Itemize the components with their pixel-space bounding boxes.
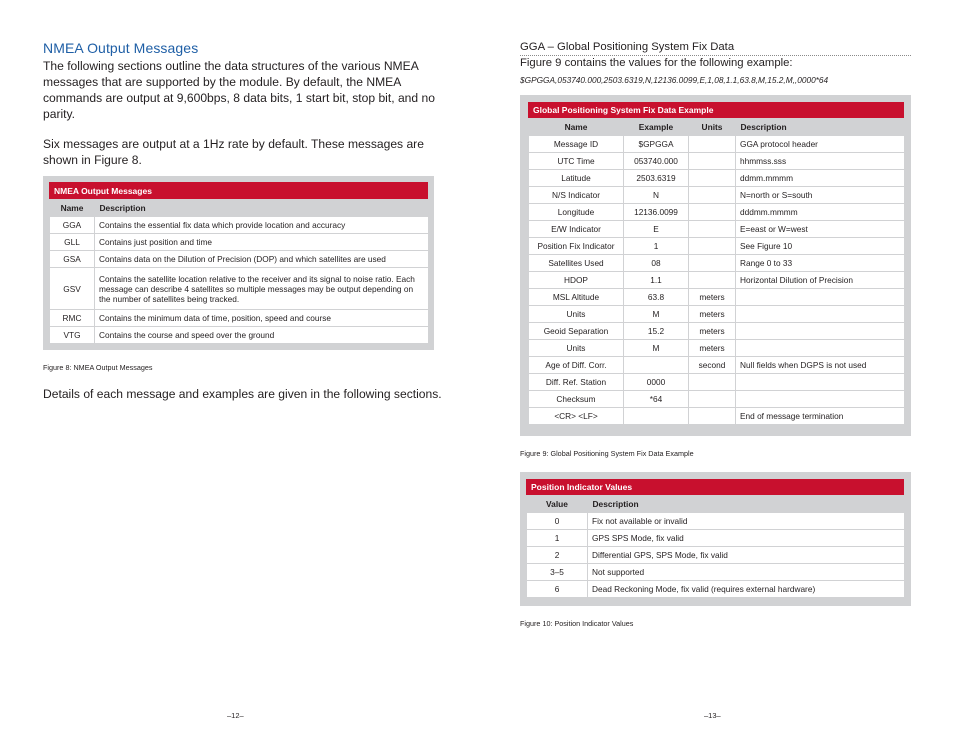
- table-cell: ddmm.mmmm: [736, 170, 905, 187]
- gga-intro: Figure 9 contains the values for the following example:: [520, 57, 793, 69]
- table-cell: N/S Indicator: [529, 187, 624, 204]
- column-header: Value: [527, 495, 588, 513]
- table-cell: [736, 323, 905, 340]
- table-row: [527, 581, 905, 598]
- table-row: [529, 306, 905, 323]
- table-cell: Not supported: [588, 564, 905, 581]
- table-cell: 0000: [624, 374, 689, 391]
- table-row: [50, 310, 429, 327]
- table-cell: Dead Reckoning Mode, fix valid (requires external hardware): [588, 581, 905, 598]
- table-cell: Units: [529, 306, 624, 323]
- table-cell: M: [624, 340, 689, 357]
- table-cell: [736, 289, 905, 306]
- nmea-table-grid: [49, 199, 429, 344]
- table-cell: 08: [624, 255, 689, 272]
- table-cell: UTC Time: [529, 153, 624, 170]
- table-cell: meters: [689, 306, 736, 323]
- table-row: [50, 234, 429, 251]
- table-title: Global Positioning System Fix Data Example: [528, 102, 904, 118]
- table-cell: [624, 408, 689, 425]
- table-cell: [689, 153, 736, 170]
- table-cell: Contains the minimum data of time, position, speed and course: [95, 310, 429, 327]
- table-row: [529, 408, 905, 425]
- table-row: [529, 340, 905, 357]
- table-header-row: [529, 118, 905, 136]
- table-title: NMEA Output Messages: [49, 182, 428, 199]
- table-cell: E/W Indicator: [529, 221, 624, 238]
- table-cell: [736, 374, 905, 391]
- table-row: [527, 530, 905, 547]
- table-cell: Contains the course and speed over the ground: [95, 327, 429, 344]
- table-cell: Latitude: [529, 170, 624, 187]
- table-cell: 053740.000: [624, 153, 689, 170]
- gga-example-sentence: $GPGGA,053740.000,2503.6319,N,12136.0099,E,1,08,1.1,63.8,M,15.2,M,,0000*64: [520, 75, 829, 85]
- table-row: [529, 187, 905, 204]
- table-cell: GGA: [50, 217, 95, 234]
- table-cell: Position Fix Indicator: [529, 238, 624, 255]
- table-cell: 1: [624, 238, 689, 255]
- column-header: Units: [689, 118, 736, 136]
- table-cell: [689, 272, 736, 289]
- table-cell: Message ID: [529, 136, 624, 153]
- position-table-grid: [526, 495, 905, 598]
- table-cell: N=north or S=south: [736, 187, 905, 204]
- column-header: Description: [736, 118, 905, 136]
- table-row: [50, 251, 429, 268]
- column-header: Name: [529, 118, 624, 136]
- table-cell: [624, 357, 689, 374]
- table-cell: RMC: [50, 310, 95, 327]
- table-cell: Horizontal Dilution of Precision: [736, 272, 905, 289]
- table-cell: 15.2: [624, 323, 689, 340]
- table-cell: Range 0 to 33: [736, 255, 905, 272]
- table-row: [529, 289, 905, 306]
- table-row: [529, 170, 905, 187]
- gga-title: GGA – Global Positioning System Fix Data: [520, 41, 735, 53]
- table-cell: [736, 391, 905, 408]
- intro-paragraph: The following sections outline the data structures of the various NMEA messages that are supported by the module. By default, the NMEA commands are output at 9,600bps, 8 data bits, 1 start bit, stop bit, and no parity.: [43, 59, 435, 121]
- table-cell: dddmm.mmmm: [736, 204, 905, 221]
- table-row: [529, 153, 905, 170]
- figure-caption: Figure 9: Global Positioning System Fix Data Example: [520, 449, 694, 458]
- nmea-messages-table: [43, 176, 434, 350]
- table-cell: Geoid Separation: [529, 323, 624, 340]
- table-cell: GGA protocol header: [736, 136, 905, 153]
- table-cell: meters: [689, 340, 736, 357]
- table-cell: E=east or W=west: [736, 221, 905, 238]
- table-cell: 6: [527, 581, 588, 598]
- table-cell: [689, 204, 736, 221]
- column-header: Example: [624, 118, 689, 136]
- table-cell: [689, 221, 736, 238]
- table-cell: 0: [527, 513, 588, 530]
- column-header: Description: [588, 495, 905, 513]
- table-row: [529, 272, 905, 289]
- table-cell: Checksum: [529, 391, 624, 408]
- table-cell: Contains just position and time: [95, 234, 429, 251]
- table-cell: meters: [689, 323, 736, 340]
- table-cell: GSA: [50, 251, 95, 268]
- table-cell: [736, 306, 905, 323]
- table-cell: Contains data on the Dilution of Precision (DOP) and which satellites are used: [95, 251, 429, 268]
- table-row: [529, 374, 905, 391]
- table-row: [50, 268, 429, 310]
- table-row: [529, 357, 905, 374]
- table-row: [50, 217, 429, 234]
- table-cell: 2503.6319: [624, 170, 689, 187]
- table-cell: GPS SPS Mode, fix valid: [588, 530, 905, 547]
- table-cell: Differential GPS, SPS Mode, fix valid: [588, 547, 905, 564]
- table-row: [529, 255, 905, 272]
- table-cell: VTG: [50, 327, 95, 344]
- section-title: NMEA Output Messages: [43, 40, 199, 56]
- rate-paragraph: Six messages are output at a 1Hz rate by default. These messages are shown in Figure 8.: [43, 137, 424, 167]
- table-cell: 1: [527, 530, 588, 547]
- table-cell: <CR> <LF>: [529, 408, 624, 425]
- table-row: [529, 204, 905, 221]
- table-cell: Satellites Used: [529, 255, 624, 272]
- column-header: Name: [50, 199, 95, 217]
- table-cell: [689, 408, 736, 425]
- table-cell: End of message termination: [736, 408, 905, 425]
- dotted-rule: [520, 55, 911, 56]
- table-cell: 3–5: [527, 564, 588, 581]
- table-cell: GSV: [50, 268, 95, 310]
- table-row: [529, 323, 905, 340]
- table-cell: meters: [689, 289, 736, 306]
- table-cell: See Figure 10: [736, 238, 905, 255]
- table-cell: [736, 340, 905, 357]
- table-row: [527, 547, 905, 564]
- table-cell: second: [689, 357, 736, 374]
- table-cell: *64: [624, 391, 689, 408]
- table-cell: 1.1: [624, 272, 689, 289]
- table-cell: 2: [527, 547, 588, 564]
- table-cell: Diff. Ref. Station: [529, 374, 624, 391]
- table-cell: Contains the satellite location relative to the receiver and its signal to noise ratio. Each message can describe 4 satellites so multiple messages may be output depending on the number of satellites being tracked.: [95, 268, 429, 310]
- table-cell: Longitude: [529, 204, 624, 221]
- details-paragraph: Details of each message and examples are given in the following sections.: [43, 387, 442, 401]
- table-cell: hhmmss.sss: [736, 153, 905, 170]
- table-row: [529, 221, 905, 238]
- table-row: [527, 513, 905, 530]
- page-number: –12–: [227, 711, 244, 720]
- table-cell: N: [624, 187, 689, 204]
- table-cell: 12136.0099: [624, 204, 689, 221]
- table-row: [527, 564, 905, 581]
- table-row: [529, 136, 905, 153]
- table-cell: [689, 187, 736, 204]
- table-cell: [689, 374, 736, 391]
- table-row: [529, 238, 905, 255]
- table-cell: [689, 238, 736, 255]
- gga-table: [520, 95, 911, 436]
- table-cell: [689, 255, 736, 272]
- table-cell: E: [624, 221, 689, 238]
- table-cell: Fix not available or invalid: [588, 513, 905, 530]
- table-cell: MSL Altitude: [529, 289, 624, 306]
- table-cell: Age of Diff. Corr.: [529, 357, 624, 374]
- figure-caption: Figure 8: NMEA Output Messages: [43, 363, 153, 372]
- table-title: Position Indicator Values: [526, 479, 904, 495]
- table-cell: [689, 391, 736, 408]
- table-row: [50, 327, 429, 344]
- table-row: [529, 391, 905, 408]
- table-cell: GLL: [50, 234, 95, 251]
- table-header-row: [527, 495, 905, 513]
- table-cell: HDOP: [529, 272, 624, 289]
- table-cell: [689, 170, 736, 187]
- table-cell: $GPGGA: [624, 136, 689, 153]
- table-cell: Contains the essential fix data which provide location and accuracy: [95, 217, 429, 234]
- table-header-row: [50, 199, 429, 217]
- table-cell: [689, 136, 736, 153]
- column-header: Description: [95, 199, 429, 217]
- position-indicator-table: [520, 472, 911, 606]
- gga-table-grid: [528, 118, 905, 425]
- figure-caption: Figure 10: Position Indicator Values: [520, 619, 634, 628]
- page-number: –13–: [704, 711, 721, 720]
- table-cell: Units: [529, 340, 624, 357]
- table-cell: Null fields when DGPS is not used: [736, 357, 905, 374]
- table-cell: 63.8: [624, 289, 689, 306]
- table-cell: M: [624, 306, 689, 323]
